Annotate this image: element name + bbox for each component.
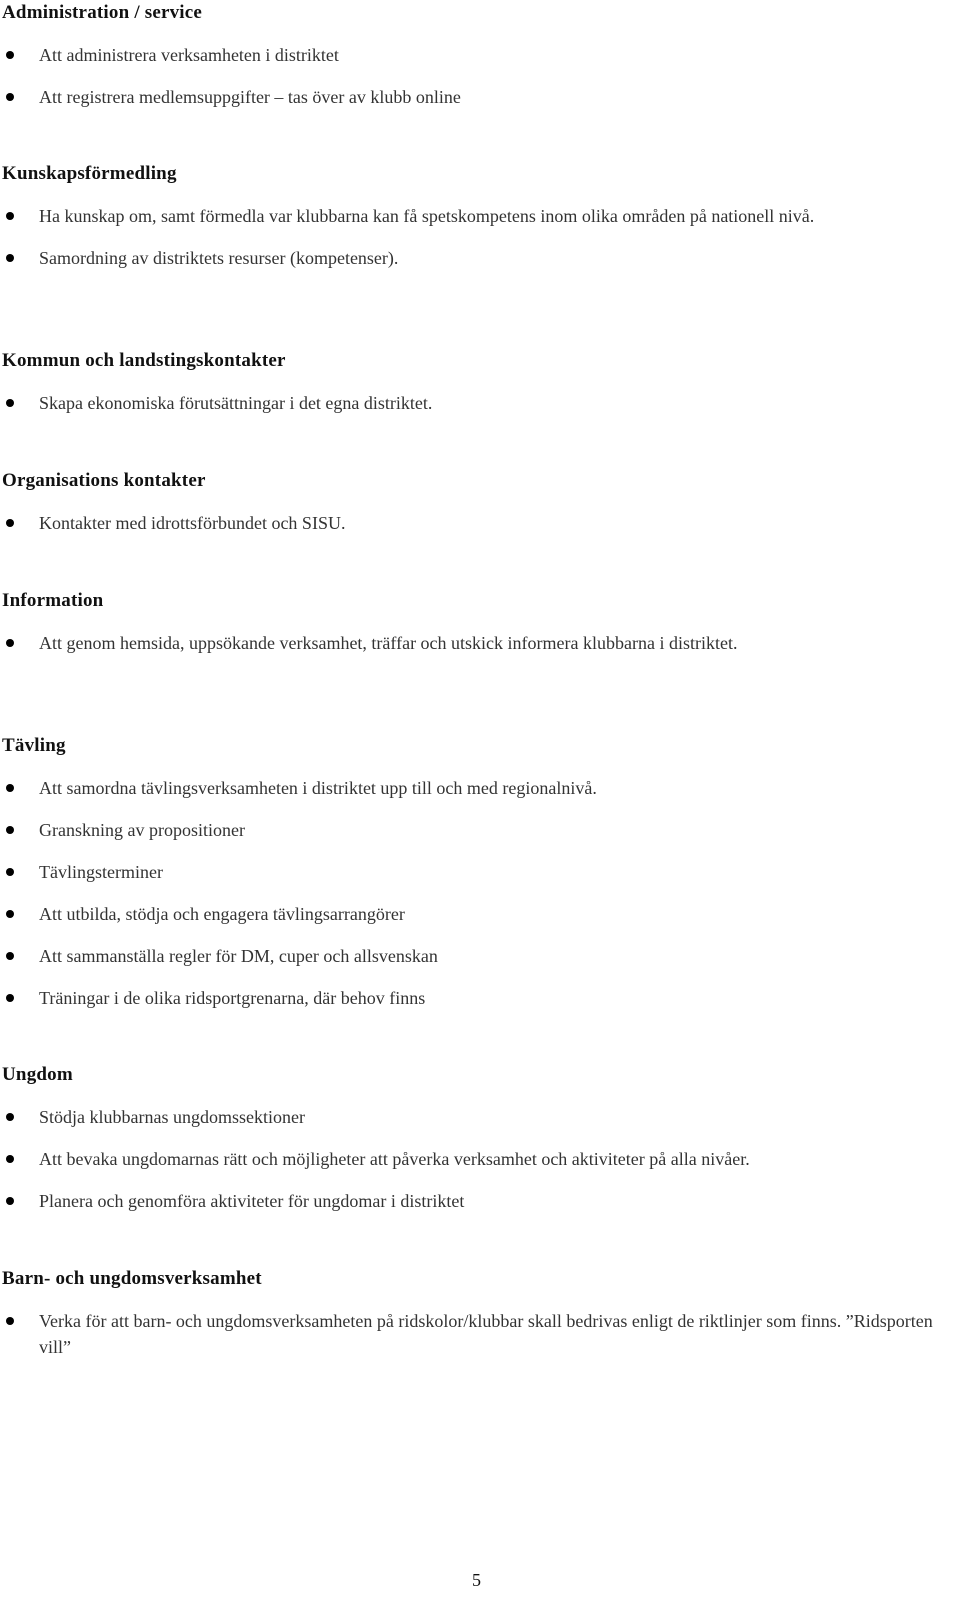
list-item — [2, 630, 952, 656]
list-item-text: Skapa ekonomiska förutsättningar i det egna distriktet. — [39, 393, 433, 413]
page-number: 5 — [472, 1570, 481, 1590]
bullet-icon — [6, 1317, 14, 1325]
list-item-text: Träningar i de olika ridsportgrenarna, där behov finns — [39, 988, 426, 1008]
bullet-icon — [6, 639, 14, 647]
list-item — [2, 245, 952, 271]
section-heading: Ungdom — [2, 1064, 73, 1085]
list-item — [2, 510, 952, 536]
list-item-text: Kontakter med idrottsförbundet och SISU. — [39, 513, 346, 533]
list-item — [2, 84, 952, 110]
section-administration — [2, 0, 952, 110]
list-item-text: Ha kunskap om, samt förmedla var klubbarna kan få spetskompetens inom olika områden på nationell nivå. — [39, 206, 815, 226]
bullet-list — [2, 775, 952, 1011]
section-heading: Kommun och landstingskontakter — [2, 350, 286, 371]
bullet-icon — [6, 1113, 14, 1121]
bullet-list — [2, 203, 952, 271]
list-item — [2, 1146, 952, 1172]
section-heading: Organisations kontakter — [2, 470, 206, 491]
bullet-icon — [6, 1155, 14, 1163]
bullet-icon — [6, 994, 14, 1002]
list-item-text: Att sammanställa regler för DM, cuper och allsvenskan — [39, 946, 438, 966]
bullet-icon — [6, 254, 14, 262]
list-item-text: Att registrera medlemsuppgifter – tas över av klubb online — [39, 87, 461, 107]
list-item — [2, 1308, 952, 1360]
section-heading: Tävling — [2, 735, 66, 756]
bullet-list — [2, 630, 952, 656]
bullet-icon — [6, 51, 14, 59]
section-kommun-kontakter — [2, 348, 952, 416]
list-item — [2, 985, 952, 1011]
list-item — [2, 901, 952, 927]
bullet-icon — [6, 784, 14, 792]
list-item-text: Att administrera verksamheten i distriktet — [39, 45, 339, 65]
bullet-icon — [6, 93, 14, 101]
section-heading: Barn- och ungdomsverksamhet — [2, 1268, 262, 1289]
list-item — [2, 859, 952, 885]
bullet-list — [2, 42, 952, 110]
list-item — [2, 943, 952, 969]
section-heading: Administration / service — [2, 2, 203, 23]
section-organisations-kontakter — [2, 468, 952, 536]
bullet-list — [2, 390, 952, 416]
section-barn-ungdomsverksamhet — [2, 1266, 952, 1360]
list-item-text: Att samordna tävlingsverksamheten i distriktet upp till och med regionalnivå. — [39, 778, 597, 798]
bullet-icon — [6, 910, 14, 918]
section-ungdom — [2, 1062, 952, 1214]
list-item-text: Stödja klubbarnas ungdomssektioner — [39, 1107, 305, 1127]
section-information — [2, 588, 952, 656]
section-heading: Kunskapsförmedling — [2, 163, 177, 184]
bullet-icon — [6, 826, 14, 834]
section-kunskapsformedling — [2, 161, 952, 271]
list-item — [2, 1104, 952, 1130]
bullet-icon — [6, 868, 14, 876]
list-item — [2, 42, 952, 68]
section-tavling — [2, 733, 952, 1011]
list-item-text: Verka för att barn- och ungdomsverksamheten på ridskolor/klubbar skall bedrivas enligt de riktlinjer som finns. ”Ridsporten vill” — [39, 1311, 933, 1357]
list-item-text: Att genom hemsida, uppsökande verksamhet, träffar och utskick informera klubbarna i distriktet. — [39, 633, 738, 653]
list-item — [2, 775, 952, 801]
bullet-list — [2, 510, 952, 536]
list-item-text: Att bevaka ungdomarnas rätt och möjligheter att påverka verksamhet och aktiviteter på alla nivåer. — [39, 1149, 750, 1169]
list-item-text: Granskning av propositioner — [39, 820, 245, 840]
list-item-text: Att utbilda, stödja och engagera tävlingsarrangörer — [39, 904, 405, 924]
section-heading: Information — [2, 590, 104, 611]
list-item — [2, 1188, 952, 1214]
list-item-text: Tävlingsterminer — [39, 862, 163, 882]
list-item-text: Samordning av distriktets resurser (kompetenser). — [39, 248, 399, 268]
list-item — [2, 817, 952, 843]
bullet-list — [2, 1308, 952, 1360]
bullet-icon — [6, 399, 14, 407]
list-item — [2, 203, 952, 229]
bullet-icon — [6, 519, 14, 527]
bullet-list — [2, 1104, 952, 1214]
bullet-icon — [6, 1197, 14, 1205]
bullet-icon — [6, 952, 14, 960]
list-item-text: Planera och genomföra aktiviteter för ungdomar i distriktet — [39, 1191, 465, 1211]
bullet-icon — [6, 212, 14, 220]
list-item — [2, 390, 952, 416]
